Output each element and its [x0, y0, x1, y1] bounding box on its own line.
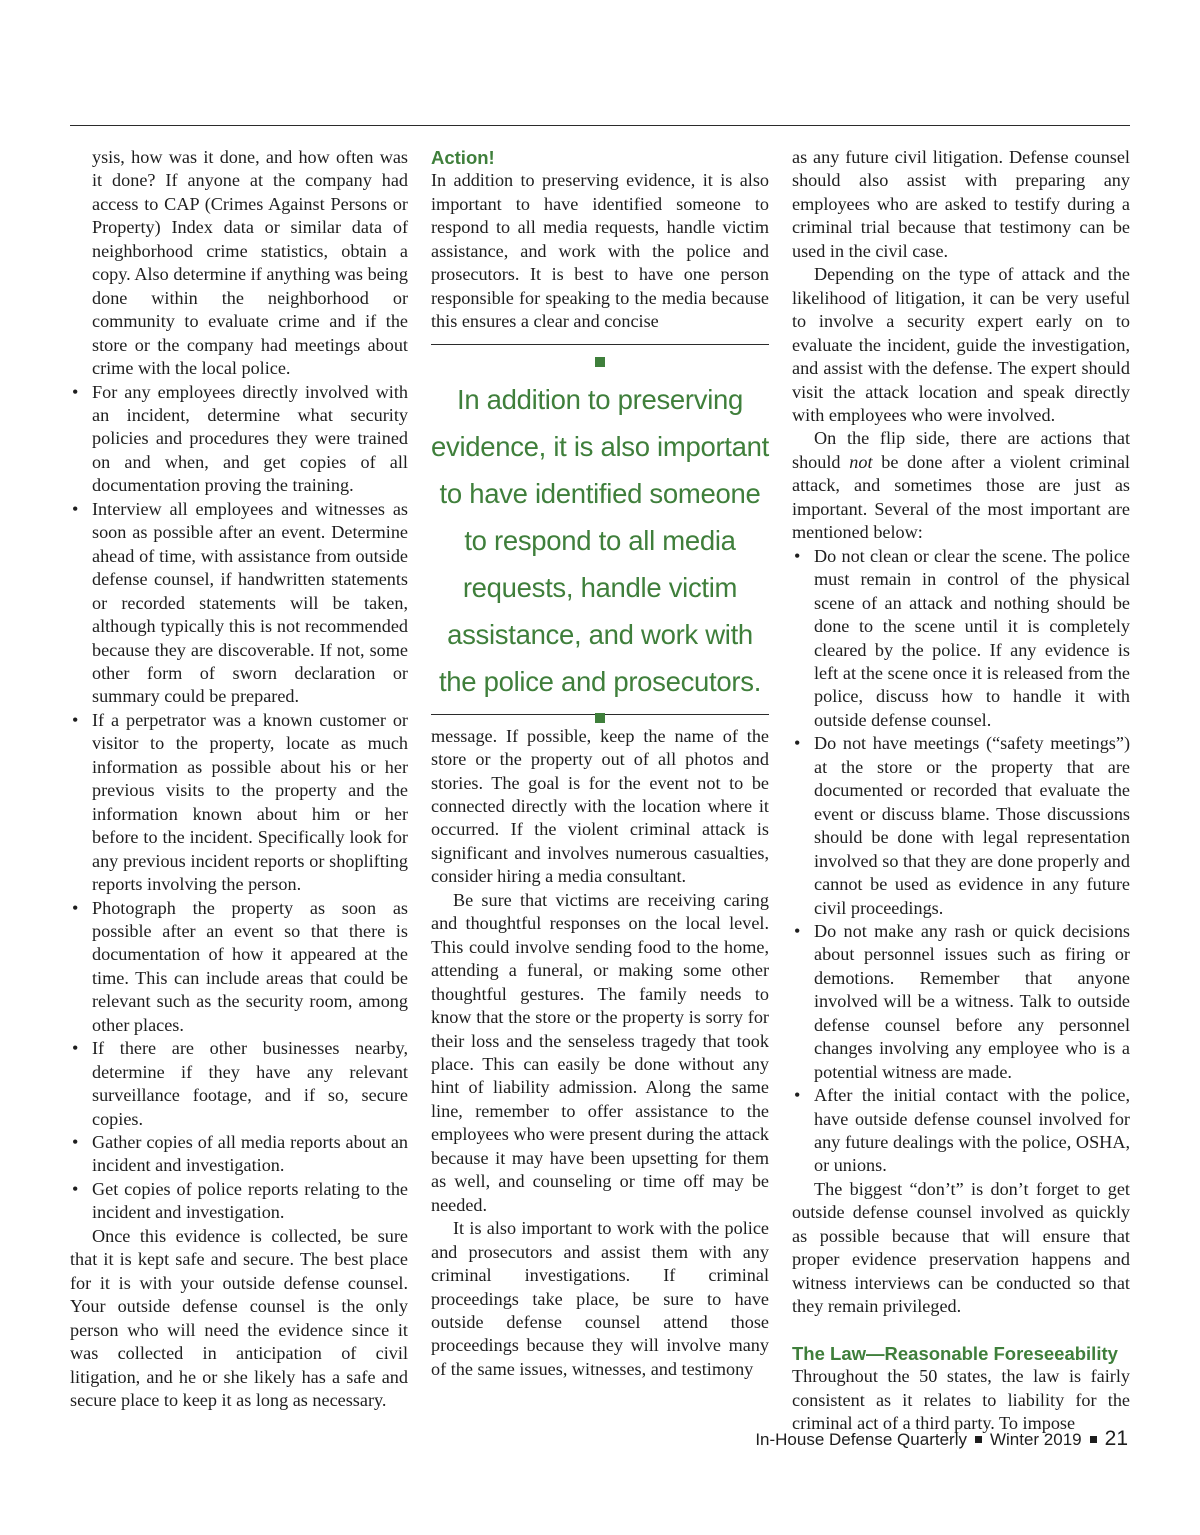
list-item: • If there are other businesses nearby, determine if they have any relevant surveillance footage, and if so, secure copies.	[70, 1037, 408, 1131]
emphasis: not	[849, 451, 873, 472]
paragraph: It is also important to work with the police and prosecutors and assist them with any criminal investigations. If criminal proceedings take place, be sure to have outside defense counsel attend those proceedings because they will involve many of the same issues, witnesses, and testimony	[431, 1218, 769, 1379]
paragraph-continued: message. If possible, keep the name of the store or the property out of all photos and stories. The goal is for the event not to be connected directly with the location where it occurred. If the violent criminal attack is significant and involves numerous casualties, consider hiring a media consultant.	[431, 725, 769, 887]
square-separator-icon	[975, 1436, 982, 1443]
paragraph-continued: as any future civil litigation. Defense counsel should also assist with preparing any employees who are asked to testify during a criminal trial because that testimony can be used in the civil case.	[792, 147, 1130, 261]
top-rule	[70, 125, 1130, 126]
page-footer	[755, 1427, 1128, 1451]
square-ornament-icon	[595, 713, 605, 723]
issue-label: Winter 2019	[989, 1430, 1082, 1449]
paragraph-continued: ysis, how was it done, and how often was it done? If anyone at the company had access to CAP (Crimes Against Persons or Property) Index data or similar data of neighborhood crime statistics, obtain a copy. Also determine if anything was being done within the neighborhood or community to evaluate crime and if the store or the company had meetings about crime with the local police.	[92, 147, 408, 379]
text-run: On the flip side, there are actions that should	[792, 428, 1130, 472]
square-ornament-icon	[595, 357, 605, 367]
list-item: • Gather copies of all media reports about an incident and investigation.	[70, 1131, 408, 1178]
list-item: • For any employees directly involved with an incident, determine what security policies and procedures they were trained on and when, and get copies of all documentation proving the training.	[70, 381, 408, 498]
list-item: • After the initial contact with the police, have outside defense counsel involved for any future dealings with the police, OSHA, or unions.	[792, 1084, 1130, 1178]
column-1	[70, 146, 408, 1412]
column-2	[431, 146, 769, 1381]
square-separator-icon	[1090, 1436, 1097, 1443]
list-item: • Do not clean or clear the scene. The police must remain in control of the physical scene of an attack and nothing should be done to the scene until it is completely cleared by the police. If any evidence is left at the scene once it is released from the police, discuss how to handle it with outside defense counsel.	[792, 545, 1130, 733]
list-item: • If a perpetrator was a known customer or visitor to the property, locate as much information as possible about his or her previous visits to the property and the information known about him or her before to the incident. Specifically look for any previous incident reports or shoplifting reports involving the person.	[70, 709, 408, 897]
pull-quote-text: In addition to preserving evidence, it is also important to have identified someone to respond to all media requests, handle victim assistance, and work with the police and prosecutors.	[431, 383, 769, 697]
text-run: be done after a violent criminal attack, and sometimes those are just as important. Several of the most important are mentioned below:	[792, 451, 1130, 543]
pull-quote	[431, 344, 769, 715]
list-item: • Do not have meetings (“safety meetings”) at the store or the property that are documented or recorded that evaluate the event or discuss blame. Those discussions should be done with legal representation involved so that they are done properly and cannot be used as evidence in any future civil proceedings.	[792, 732, 1130, 920]
paragraph	[792, 427, 1130, 544]
list-item: • Do not make any rash or quick decisions about personnel issues such as firing or demotions. Remember that anyone involved will be a witness. Talk to outside defense counsel before any personnel changes involving any employee who is a potential witness are made.	[792, 920, 1130, 1084]
paragraph: Throughout the 50 states, the law is fairly consistent as it relates to liability for the criminal act of a third party. To impose	[792, 1366, 1130, 1434]
paragraph: Depending on the type of attack and the likelihood of litigation, it can be very useful to involve a security expert early on to evaluate the incident, guide the investigation, and assist with the defense. The expert should visit the attack location and speak directly with employees who were involved.	[792, 264, 1130, 425]
paragraph: In addition to preserving evidence, it is also important to have identified someone to respond to all media requests, handle victim assistance, and work with the police and prosecutors. It is best to have one person responsible for speaking to the media because this ensures a clear and concise	[431, 170, 769, 332]
publication-name: In-House Defense Quarterly	[755, 1430, 967, 1449]
list-item: • Photograph the property as soon as possible after an event so that there is documentation of how it appeared at the time. This can include areas that could be relevant such as the security room, among other places.	[70, 897, 408, 1038]
list-item: • Get copies of police reports relating to the incident and investigation.	[70, 1178, 408, 1225]
section-heading-action: Action!	[431, 147, 495, 168]
page-number: 21	[1104, 1427, 1128, 1450]
paragraph: Be sure that victims are receiving caring and thoughtful responses on the local level. This could involve sending food to the home, attending a funeral, or making some other thoughtful gestures. The family needs to know that the store or the property is sorry for their loss and the senseless tragedy that took place. This can easily be done without any hint of liability admission. Along the same line, remember to offer assistance to the employees who were present during the attack because it may have been upsetting for them as well, and counseling or time off may be needed.	[431, 889, 769, 1215]
column-3	[792, 146, 1130, 1435]
paragraph: The biggest “don’t” is don’t forget to get outside defense counsel involved as quickly as possible because that will ensure that proper evidence preservation happens and witness interviews can be conducted so that they remain privileged.	[792, 1178, 1130, 1317]
do-not-list	[792, 545, 1130, 1178]
paragraph: Once this evidence is collected, be sure that it is kept safe and secure. The best place for it is with your outside defense counsel. Your outside defense counsel is the only person who will need the evidence since it was collected in anticipation of civil litigation, and he or she likely has a safe and secure place to keep it as long as necessary.	[70, 1225, 408, 1411]
list-item: • Interview all employees and witnesses as soon as possible after an event. Determine ahead of time, with assistance from outside defense counsel, if handwritten statements or recorded statements will be taken, although typically this is not recommended because they are discoverable. If not, some other form of sworn declaration or summary could be prepared.	[70, 498, 408, 709]
section-heading-law: The Law—Reasonable Foreseeability	[792, 1342, 1118, 1364]
evidence-checklist	[70, 381, 408, 1225]
